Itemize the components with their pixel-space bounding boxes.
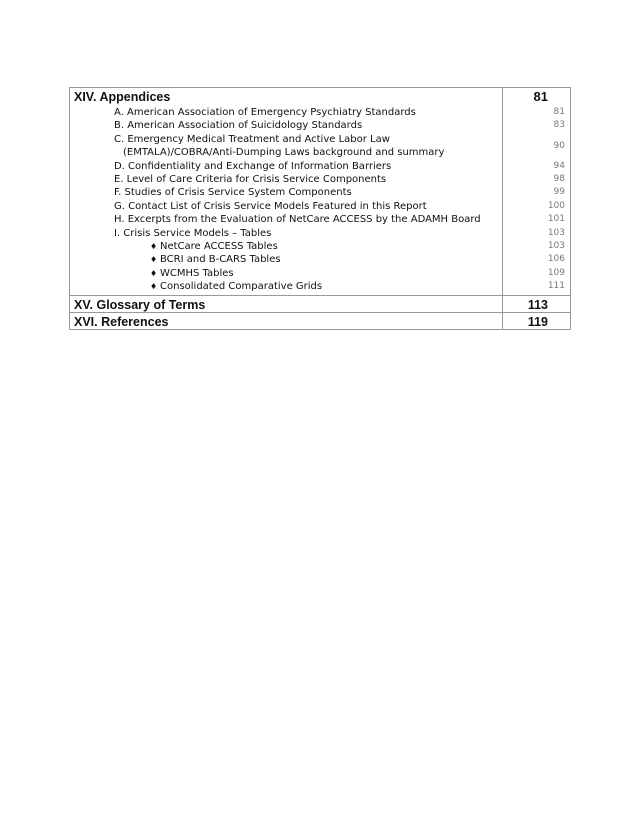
appendix-subitem-wcmhs	[70, 267, 502, 280]
page-number: 81	[553, 107, 565, 117]
bullet-icon: ♦	[150, 282, 158, 292]
appendix-item-i: I. Crisis Service Models – Tables	[114, 227, 272, 239]
page-number: 111	[547, 281, 565, 292]
subitem-label: WCMHS Tables	[160, 267, 234, 279]
appendix-item-a: A. American Association of Emergency Psychiatry Standards	[114, 107, 416, 118]
page-number: 90	[553, 140, 565, 151]
references-heading: XVI. References	[74, 314, 169, 329]
appendix-item-c-continued: (EMTALA)/COBRA/Anti-Dumping Laws background and summary	[123, 147, 445, 159]
appendix-item-g: G. Contact List of Crisis Service Models Featured in this Report	[114, 200, 427, 212]
appendices-row	[70, 88, 571, 296]
appendix-item-b: B. American Association of Suicidology Standards	[114, 120, 363, 132]
subitem-label: NetCare ACCESS Tables	[160, 241, 278, 253]
references-row	[70, 312, 571, 329]
appendix-item-c: C. Emergency Medical Treatment and Active Labor Law	[114, 133, 390, 145]
glossary-row	[70, 295, 571, 312]
appendix-item-f: F. Studies of Crisis Service System Components	[114, 187, 352, 199]
appendix-item-d: D. Confidentiality and Exchange of Information Barriers	[114, 160, 392, 172]
bullet-icon: ♦	[150, 268, 158, 278]
page-number: 106	[547, 254, 565, 265]
page-number: 94	[553, 160, 565, 171]
page-number: 99	[553, 187, 565, 198]
subitem-label: Consolidated Comparative Grids	[160, 281, 323, 293]
page-number: 103	[547, 241, 565, 252]
glossary-heading: XV. Glossary of Terms	[74, 297, 206, 312]
subitem-label: BCRI and B-CARS Tables	[160, 254, 281, 266]
appendix-subitem-grids	[70, 280, 502, 293]
references-page-number: 119	[527, 314, 548, 329]
page-number: 109	[547, 267, 565, 278]
references-page-cell	[503, 312, 571, 329]
appendix-item-h: H. Excerpts from the Evaluation of NetCare ACCESS by the ADAMH Board	[114, 214, 481, 226]
page-number: 101	[547, 214, 565, 225]
appendices-page-cell	[503, 88, 571, 296]
appendix-subitem-bcri	[70, 253, 502, 266]
appendix-subitem-netcare	[70, 240, 502, 253]
page-number: 98	[553, 174, 565, 185]
bullet-icon: ♦	[150, 242, 158, 252]
bullet-icon: ♦	[150, 255, 158, 265]
appendix-list	[70, 104, 502, 295]
appendix-item-e: E. Level of Care Criteria for Crisis Service Components	[114, 174, 387, 186]
glossary-title-cell	[70, 295, 503, 312]
appendix-page-list	[503, 104, 570, 295]
glossary-page-number: 113	[527, 297, 548, 312]
page-number: 100	[547, 200, 565, 211]
appendices-heading: XIV. Appendices	[74, 90, 171, 104]
page-number: 83	[553, 120, 565, 131]
references-title-cell	[70, 312, 503, 329]
glossary-page-cell	[503, 295, 571, 312]
page-number: 103	[547, 227, 565, 238]
table-of-contents	[69, 87, 571, 330]
appendices-page-number: 81	[533, 89, 548, 104]
appendices-title-cell	[70, 88, 503, 296]
